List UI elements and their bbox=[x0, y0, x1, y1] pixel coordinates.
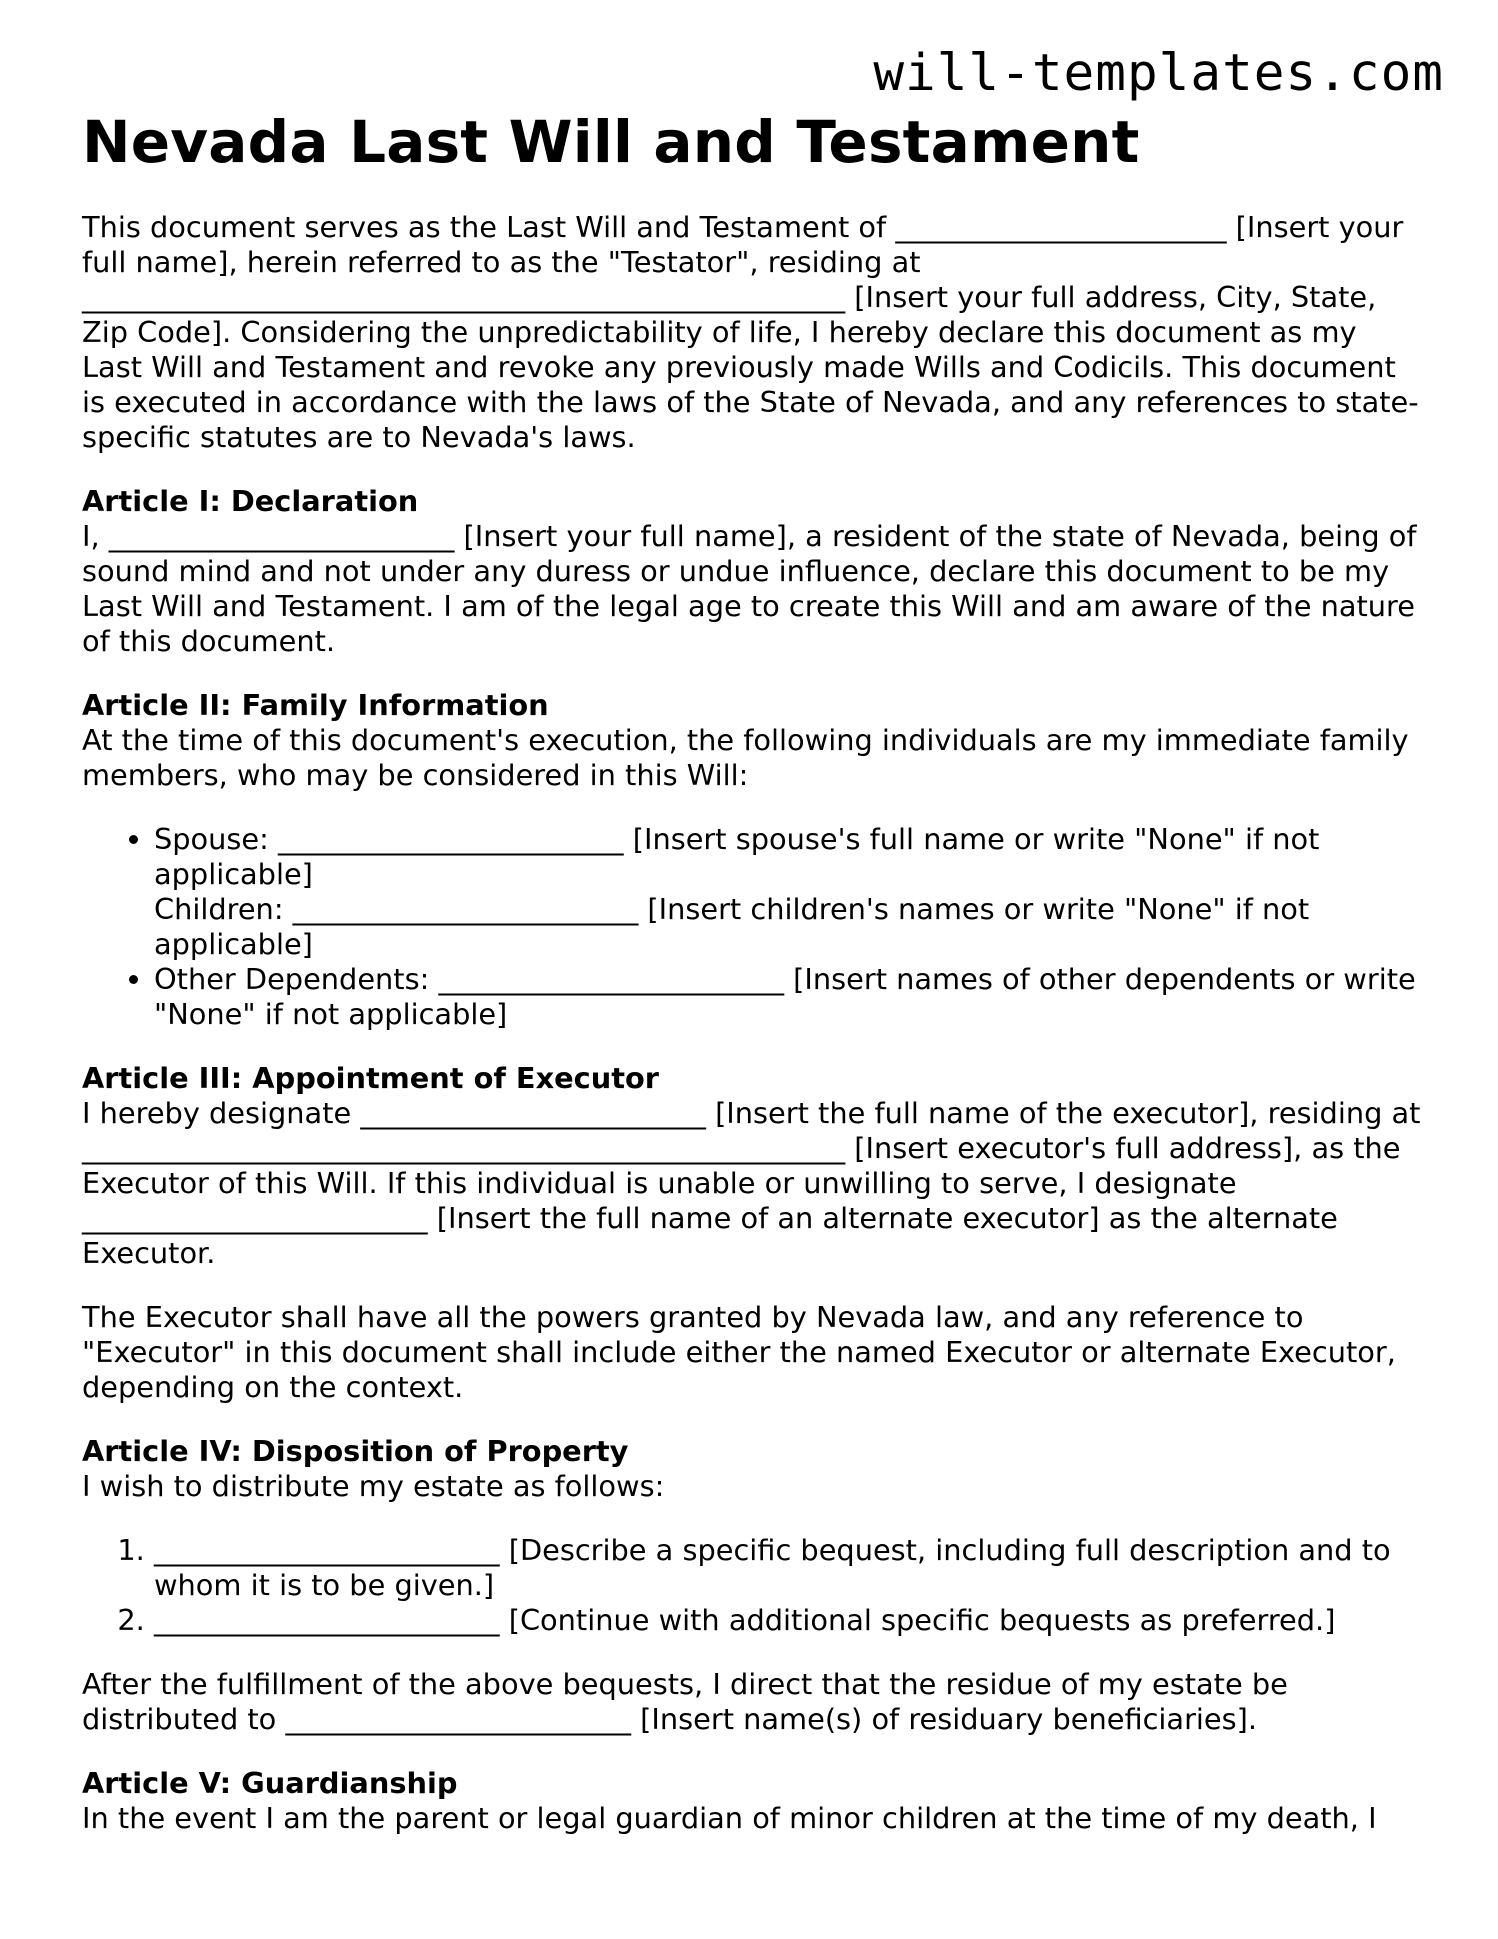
article-paragraph: I, ________________________ [Insert your full name], a resident of the state of Nevada, being of sound mind and not under any duress or undue influence, declare this document to be my Last Will and Testament. I am of the legal age to create this Will and am aware of the nature of this document. bbox=[82, 519, 1417, 658]
list-item: 1. ________________________ [Describe a specific bequest, including full description and to whom it is to be given.] bbox=[154, 1533, 1422, 1603]
article-title: Article I: Declaration bbox=[82, 484, 419, 518]
document-title: Nevada Last Will and Testament bbox=[82, 108, 1140, 176]
document-page bbox=[82, 104, 1422, 1836]
article-paragraph: After the fulfillment of the above bequests, I direct that the residue of my estate be distributed to ________________________ [Insert name(s) of residuary beneficiaries]. bbox=[82, 1667, 1288, 1736]
spouse-line: • Spouse: ________________________ [Insert spouse's full name or write "None" if not applicable] bbox=[154, 822, 1320, 891]
watermark-text: will-templates.com bbox=[873, 44, 1444, 103]
family-list bbox=[82, 822, 1422, 1032]
article-disposition-of-property bbox=[82, 1434, 1422, 1737]
article-paragraph: I wish to distribute my estate as follows: bbox=[82, 1469, 665, 1503]
article-appointment-of-executor bbox=[82, 1061, 1422, 1405]
list-item: 2. ________________________ [Continue with additional specific bequests as preferred.] bbox=[154, 1603, 1422, 1638]
article-paragraph: I hereby designate ________________________ [Insert the full name of the executor], residing at _____________________________________________________ [Insert executor's full address], as the Executor of this Will. If this individual is unable or unwilling to serve, I designate ________________________ [Insert the full name of an alternate executor] as the alternate Executor. bbox=[82, 1096, 1421, 1270]
article-paragraph: The Executor shall have all the powers granted by Nevada law, and any reference to "Executor" in this document shall include either the named Executor or alternate Executor, depending on the context. bbox=[82, 1300, 1396, 1404]
document-body bbox=[82, 210, 1422, 1836]
article-guardianship bbox=[82, 1766, 1422, 1836]
intro-paragraph: This document serves as the Last Will and Testament of _______________________ [Insert your full name], herein referred to as the "Testator", residing at _____________________________________________________ [Insert your full address, City, State, Zip Code]. Considering the unpredictability of life, I hereby declare this document as my Last Will and Testament and revoke any previously made Wills and Codicils. This document is executed in accordance with the laws of the State of Nevada, and any references to state-specific statutes are to Nevada's laws. bbox=[82, 210, 1419, 454]
article-declaration bbox=[82, 484, 1422, 659]
children-line: Children: ________________________ [Insert children's names or write "None" if not applicable] bbox=[154, 892, 1310, 961]
list-item bbox=[154, 822, 1422, 962]
article-paragraph: At the time of this document's execution, the following individuals are my immediate family members, who may be considered in this Will: bbox=[82, 723, 1409, 792]
article-family-information bbox=[82, 688, 1422, 1032]
article-title: Article II: Family Information bbox=[82, 688, 549, 722]
list-item: • Other Dependents: ________________________ [Insert names of other dependents or write "None" if not applicable] bbox=[154, 962, 1422, 1032]
bequest-list bbox=[82, 1533, 1422, 1638]
article-title: Article IV: Disposition of Property bbox=[82, 1434, 629, 1468]
article-title: Article III: Appointment of Executor bbox=[82, 1061, 660, 1095]
article-paragraph: In the event I am the parent or legal guardian of minor children at the time of my death, I bbox=[82, 1801, 1377, 1835]
article-title: Article V: Guardianship bbox=[82, 1766, 458, 1800]
